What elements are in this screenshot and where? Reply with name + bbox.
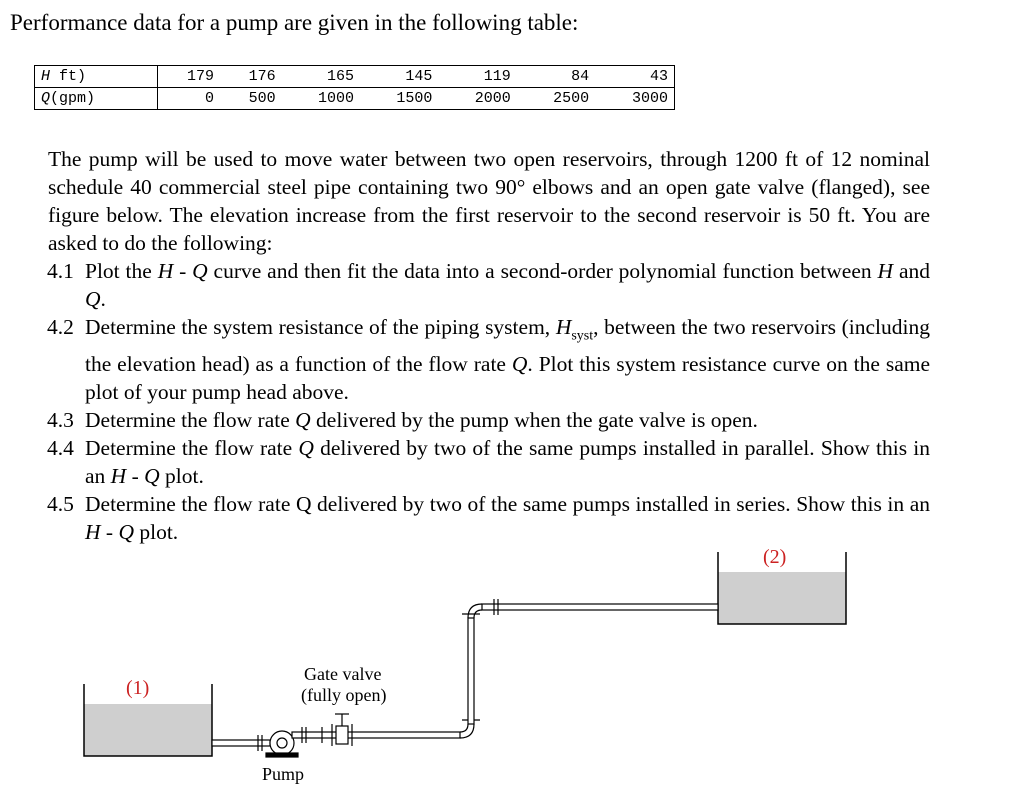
problem-paragraph: The pump will be used to move water between two open reservoirs, through 1200 ft of 12 nominal schedule 40 commercial steel pipe containing two 90° elbows and an open gate valve (flanged), see figure below. The elevation increase from the first reservoir to the second reservoir is 50 ft. You are asked to do the following: xyxy=(48,147,930,255)
upper-elbow-icon xyxy=(462,604,482,618)
task-number: 4.4 xyxy=(47,436,74,461)
row-unit: (gpm) xyxy=(50,90,96,107)
table-cell: 179 xyxy=(158,66,221,88)
pump-label: Pump xyxy=(262,764,305,784)
table-cell: 119 xyxy=(438,66,516,88)
symbol-h: H xyxy=(157,259,174,283)
reservoir-1-label: (1) xyxy=(126,677,150,699)
task-text: Determine the flow rate xyxy=(85,408,296,433)
symbol-h: H xyxy=(85,520,101,545)
reservoir-2-water xyxy=(718,572,846,624)
task-text: Determine the flow rate Q delivered by two of the same pumps installed in series. Show this in an xyxy=(85,492,930,517)
row-symbol: H xyxy=(41,68,51,85)
table-cell: 1500 xyxy=(360,88,438,110)
riser-pipe xyxy=(468,618,474,724)
table-cell: 43 xyxy=(595,66,674,88)
task-text: . xyxy=(100,287,106,311)
task-text: Determine the system resistance of the piping system, xyxy=(85,315,556,339)
task-number: 4.5 xyxy=(47,492,74,517)
task-text: curve and then fit the data into a second-order polynomial function between xyxy=(207,259,878,283)
task-text: . Plot this system resistance curve on the same plot of your pump head above. xyxy=(85,352,930,405)
symbol-q: Q xyxy=(298,436,314,461)
task-number: 4.2 xyxy=(47,315,74,339)
row-symbol: Q xyxy=(41,90,51,107)
task-number: 4.3 xyxy=(47,408,74,433)
table-cell: 145 xyxy=(360,66,438,88)
table-cell: 2500 xyxy=(517,88,595,110)
discharge-pipe xyxy=(292,727,460,743)
gate-valve-label-line1: Gate valve xyxy=(304,664,382,684)
table-cell: 84 xyxy=(517,66,595,88)
table-cell: 0 xyxy=(158,88,221,110)
task-text: - xyxy=(126,464,145,489)
symbol-q: Q xyxy=(118,520,134,545)
task-text: , between the two reservoirs (including the elevation head) as a function of the flow rate xyxy=(85,315,930,377)
task-text: plot. xyxy=(159,464,204,489)
symbol-q: Q xyxy=(85,287,101,311)
task-text: and xyxy=(893,259,930,283)
subscript-syst: syst xyxy=(571,328,594,344)
intro-text: Performance data for a pump are given in the following table: xyxy=(10,10,579,35)
row-unit: ft) xyxy=(59,68,87,85)
task-text: Determine the flow rate xyxy=(85,436,299,461)
gate-valve-label-line2: (fully open) xyxy=(301,685,387,705)
table-cell: 176 xyxy=(220,66,282,88)
table-cell: 3000 xyxy=(595,88,674,110)
symbol-q: Q xyxy=(192,259,208,283)
task-number: 4.1 xyxy=(47,259,74,283)
symbol-h: H xyxy=(877,259,894,283)
suction-pipe xyxy=(212,735,270,751)
task-text: - xyxy=(173,259,193,283)
table-cell: 165 xyxy=(282,66,360,88)
task-text: - xyxy=(100,520,119,545)
task-text: delivered by the pump when the gate valve is open. xyxy=(310,408,758,433)
task-text: delivered by two of the same pumps installed in parallel. Show this in an xyxy=(85,436,930,489)
gate-valve-icon xyxy=(332,714,352,746)
symbol-h: H xyxy=(110,464,127,489)
symbol-h: H xyxy=(555,315,572,339)
task-text: Plot the xyxy=(85,259,158,283)
table-cell: 500 xyxy=(220,88,282,110)
reservoir-1-water xyxy=(84,704,212,756)
task-text: plot. xyxy=(133,520,179,545)
symbol-q: Q xyxy=(295,408,311,433)
upper-pipe xyxy=(482,599,718,615)
table-cell: 2000 xyxy=(438,88,516,110)
symbol-q: Q xyxy=(144,464,160,489)
table-cell: 1000 xyxy=(282,88,360,110)
symbol-q: Q xyxy=(511,352,528,377)
reservoir-2-label: (2) xyxy=(763,546,787,568)
